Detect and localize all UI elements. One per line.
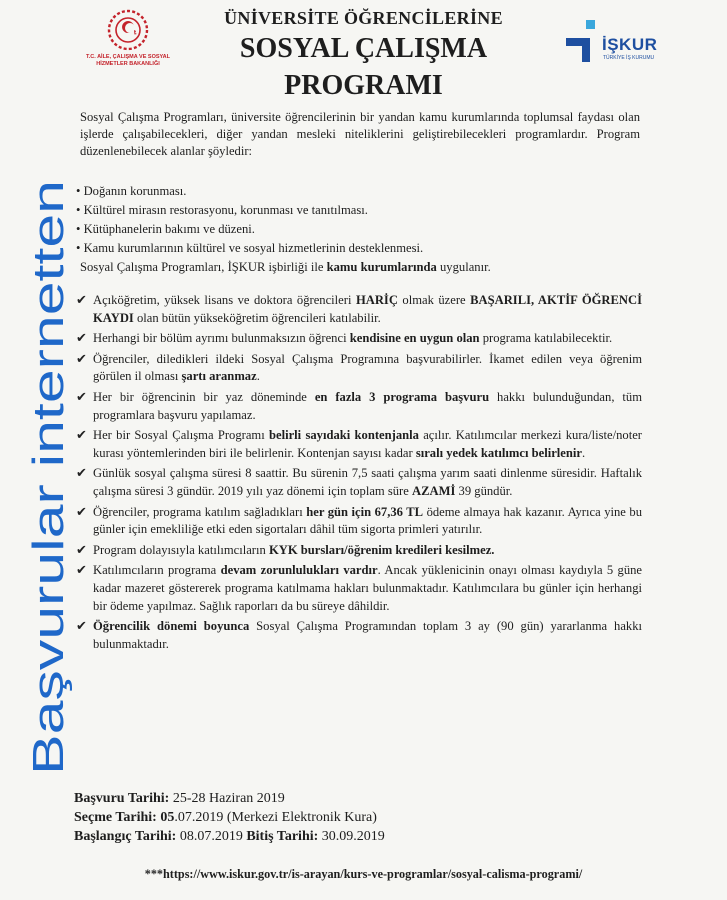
title-line-1: ÜNİVERSİTE ÖĞRENCİLERİNE	[224, 8, 503, 28]
side-watermark-text: Başvurular internetten	[24, 344, 73, 775]
apply-note	[80, 259, 640, 276]
list-item: • Kütüphanelerin bakımı ve düzeni.	[76, 220, 636, 239]
check-icon: ✔	[76, 428, 87, 444]
rule-bold-text: AZAMİ	[411, 483, 456, 498]
rule-text: Öğrenciler, programa katılım sağladıkları	[93, 504, 307, 519]
rule-bold-text: kendisine en uygun olan	[349, 331, 480, 346]
check-icon: ✔	[76, 619, 87, 635]
selection-date-row	[74, 808, 634, 827]
program-areas-list	[76, 182, 636, 258]
rule-bold-text: sıralı yedek katılımcı belirlenir	[415, 445, 582, 460]
start-date-value: 08.07.2019	[176, 829, 247, 844]
rule-bold-text: devam zorunlulukları vardır	[220, 563, 378, 578]
iskur-brand-text: İŞKUR	[602, 35, 658, 54]
check-icon: ✔	[76, 504, 87, 520]
rule-text: Program dolayısıyla katılımcıların	[93, 542, 269, 557]
apply-note-text: Sosyal Çalışma Programları, İŞKUR işbirliği ile	[80, 260, 327, 274]
rule-item	[76, 292, 642, 327]
selection-date-label: Seçme Tarihi:	[74, 810, 157, 825]
rule-item	[76, 618, 642, 653]
apply-note-bold: kamu kurumlarında	[326, 260, 437, 274]
start-date-label: Başlangıç Tarihi:	[74, 829, 177, 844]
list-item: • Kamu kurumlarının kültürel ve sosyal hizmetlerinin desteklenmesi.	[76, 239, 636, 258]
iskur-logo	[560, 14, 690, 74]
rule-bold-text: Öğrencilik dönemi boyunca	[93, 619, 250, 634]
check-icon: ✔	[76, 389, 87, 405]
application-date-row	[74, 789, 634, 808]
rule-bold-text: şartı aranmaz	[181, 369, 257, 384]
rule-item	[76, 542, 642, 560]
rule-text: Her bir öğrencinin bir yaz döneminde	[93, 389, 315, 404]
rule-bold-text: belirli sayıdaki kontenjanla	[269, 428, 419, 443]
rule-text: olmak üzere	[397, 293, 471, 307]
intro-paragraph: Sosyal Çalışma Programları, üniversite öğrencilerinin bir yandan kamu kurumlarında toplumsal faydası olan işlerde çalışabilecekleri, diğer yandan mesleki niteliklerini geliştirebilecekleri programlardır. Program düzenlenebilecek alanlar şöyledir:	[80, 110, 640, 158]
rule-item	[76, 330, 642, 348]
rule-item	[76, 351, 642, 386]
rule-bold-text: HARİÇ	[355, 293, 398, 307]
selection-date-day: 05	[156, 810, 175, 825]
rule-bold-text: her gün için 67,36 TL	[306, 504, 424, 519]
side-watermark-svg	[18, 170, 78, 780]
rule-text: ödeme almaya hak kazanır. Ayrıca yine bu günler için emekliliğe etki eden sigortaları dâhil tüm sigorta primleri yatırılır.	[93, 504, 642, 537]
rule-text: açılır. Katılımcılar merkezi kura/liste/noter kurası yöntemlerinden biri ile belirlenir. Kontenjan sayısı kadar	[93, 428, 642, 460]
check-icon: ✔	[76, 466, 87, 482]
ministry-logo-text: T.C. AİLE, ÇALIŞMA VE SOSYAL HİZMETLER BAKANLIĞI	[85, 54, 171, 67]
source-url: ***https://www.iskur.gov.tr/is-arayan/kurs-ve-programlar/sosyal-calisma-programi/	[144, 867, 583, 881]
dates-block	[74, 789, 634, 846]
check-icon: ✔	[76, 331, 87, 347]
rule-item	[76, 562, 642, 615]
check-icon: ✔	[76, 542, 87, 558]
rule-text: Günlük sosyal çalışma süresi 8 saattir. Bu sürenin 7,5 saati çalışma yarım saati dinlenme süresidir. Haftalık çalışma süresi 3 gündür. 2019 yılı yaz dönemi için toplam süre	[93, 466, 642, 498]
rule-text: .	[581, 445, 586, 460]
rule-text: programa katılabilecektir.	[479, 331, 613, 346]
check-icon: ✔	[76, 563, 87, 579]
list-item: • Kültürel mirasın restorasyonu, korunması ve tanıtılması.	[76, 201, 636, 220]
rule-item	[76, 465, 642, 500]
rule-text: Her bir Sosyal Çalışma Programı	[93, 428, 269, 443]
rule-text: Öğrenciler, diledikleri ildeki Sosyal Çalışma Programına başvurabilirler. İkamet edilen veya öğrenim görülen il olması	[93, 351, 642, 384]
title-line-3: PROGRAMI	[284, 70, 443, 101]
rule-text: Sosyal Çalışma Programından toplam 3 ay (90 gün) yararlanma hakkı bulunmaktadır.	[93, 619, 642, 651]
rule-text: 39 gündür.	[455, 483, 513, 498]
start-end-date-row	[74, 827, 634, 846]
application-date-label: Başvuru Tarihi:	[74, 791, 170, 806]
rule-text: Açıköğretim, yüksek lisans ve doktora öğrencileri	[93, 293, 356, 307]
rule-text: .	[256, 369, 260, 384]
rule-text: Katılımcıların programa	[93, 563, 221, 578]
rule-text: hakkı bulunduğundan, tüm programlara başvuru yapılamaz.	[93, 389, 642, 422]
iskur-emblem-icon	[560, 18, 600, 68]
rule-bold-text: KYK bursları/öğrenim kredileri kesilmez.	[268, 542, 495, 557]
rule-text: olan bütün yükseköğretim öğrencileri katılabilir.	[133, 310, 381, 325]
title-line-2: SOSYAL ÇALIŞMA	[239, 33, 488, 64]
side-watermark	[18, 170, 78, 780]
rule-item	[76, 504, 642, 539]
rule-text: . Ancak yüklenicinin onayı olması kaydıyla 5 güne kadar mazeret göstererek programa katılmama hakları bulunmaktadır. Katılımcılara bu günler için herhangi bir ödeme yapılmaz. Sağlık raporları da bu süreye dâhildir.	[93, 563, 642, 613]
apply-note-text-end: uygulanır.	[436, 260, 491, 274]
rule-text: Herhangi bir bölüm ayrımı bulunmaksızın öğrenci	[93, 331, 350, 346]
check-icon: ✔	[76, 293, 87, 308]
rule-item	[76, 427, 642, 462]
rule-item	[76, 389, 642, 424]
end-date-value: 30.09.2019	[318, 829, 385, 844]
rules-list	[76, 292, 642, 656]
selection-date-value: .07.2019 (Merkezi Elektronik Kura)	[174, 810, 377, 825]
iskur-tagline: TÜRKİYE İŞ KURUMU	[603, 55, 655, 61]
application-date-value: 25-28 Haziran 2019	[169, 791, 285, 806]
rule-bold-text: en fazla 3 programa başvuru	[314, 389, 490, 404]
end-date-label: Bitiş Tarihi:	[246, 829, 319, 844]
rule-bold-text: BAŞARILI, AKTİF ÖĞRENCİ KAYDI	[93, 293, 643, 325]
list-item: • Doğanın korunması.	[76, 182, 636, 201]
check-icon: ✔	[76, 351, 87, 367]
